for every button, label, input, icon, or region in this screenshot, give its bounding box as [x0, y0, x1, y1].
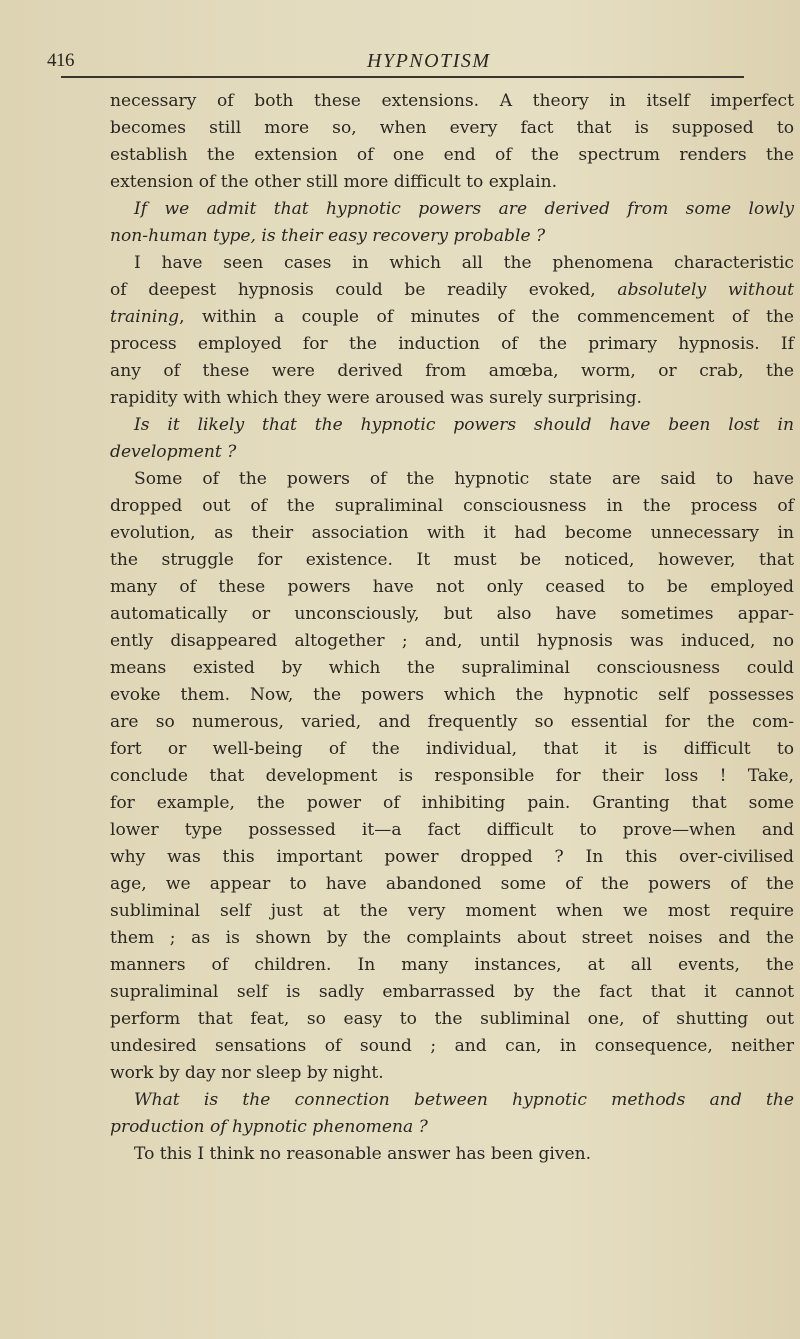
text-line: them ; as is shown by the complaints about street noises and the [110, 928, 794, 948]
text-line: means existed by which the supraliminal consciousness could [110, 658, 794, 678]
text-line: extension of the other still more difficult to explain. [110, 172, 558, 192]
text-line: perform that feat, so easy to the subliminal one, of shutting out [110, 1009, 794, 1029]
page-header [47, 50, 747, 76]
text-line: evoke them. Now, the powers which the hypnotic self possesses [110, 685, 794, 705]
text-line: fort or well-being of the individual, that it is difficult to [110, 739, 794, 759]
text-line: To this I think no reasonable answer has been given. [134, 1144, 592, 1164]
text-line: any of these were derived from amœba, worm, or crab, the [110, 361, 794, 381]
text-line: establish the extension of one end of the spectrum renders the [110, 145, 794, 165]
body-text [110, 88, 794, 1168]
text-line: non-human type, is their easy recovery probable ? [110, 226, 546, 246]
text-line: manners of children. In many instances, at all events, the [110, 955, 794, 975]
text-line: automatically or unconsciously, but also have sometimes appar- [110, 604, 794, 624]
text-line: Is it likely that the hypnotic powers should have been lost in [134, 415, 794, 435]
text-segment: , within a couple of minutes of the commencement of the [179, 307, 794, 327]
text-line: are so numerous, varied, and frequently so essential for the com- [110, 712, 794, 732]
text-line: supraliminal self is sadly embarrassed by the fact that it cannot [110, 982, 794, 1002]
text-line: why was this important power dropped ? In this over-civilised [110, 847, 794, 867]
text-line: development ? [110, 442, 237, 462]
text-line: for example, the power of inhibiting pain. Granting that some [110, 793, 794, 813]
text-line: dropped out of the supraliminal consciousness in the process of [110, 496, 794, 516]
text-line: subliminal self just at the very moment when we most require [110, 901, 794, 921]
text-segment: of deepest hypnosis could be readily evoked, [110, 280, 618, 300]
text-line: conclude that development is responsible for their loss ! Take, [110, 766, 794, 786]
text-line: becomes still more so, when every fact that is supposed to [110, 118, 794, 138]
text-line: evolution, as their association with it had become unnecessary in [110, 523, 794, 543]
text-line: process employed for the induction of the primary hypnosis. If [110, 334, 794, 354]
text-line: the struggle for existence. It must be noticed, however, that [110, 550, 794, 570]
text-line: age, we appear to have abandoned some of the powers of the [110, 874, 794, 894]
italic-segment: absolutely without [617, 280, 794, 300]
text-line: What is the connection between hypnotic methods and the [134, 1090, 794, 1110]
header-rule [61, 76, 744, 78]
text-line: production of hypnotic phenomena ? [110, 1117, 428, 1137]
text-line: work by day nor sleep by night. [110, 1063, 384, 1083]
italic-segment: training [110, 307, 180, 327]
text-line: If we admit that hypnotic powers are derived from some lowly [134, 199, 794, 219]
text-line: many of these powers have not only ceased to be employed [110, 577, 794, 597]
page-number: 416 [47, 50, 74, 71]
text-line: undesired sensations of sound ; and can, in consequence, neither [110, 1036, 794, 1056]
text-line [110, 304, 794, 331]
text-line: rapidity with which they were aroused was surely surprising. [110, 388, 642, 408]
text-line: Some of the powers of the hypnotic state are said to have [134, 469, 794, 489]
text-line: necessary of both these extensions. A theory in itself imperfect [110, 91, 794, 111]
text-line: lower type possessed it—a fact difficult to prove—when and [110, 820, 794, 840]
text-line: I have seen cases in which all the phenomena characteristic [134, 253, 794, 273]
running-head: HYPNOTISM [367, 50, 491, 72]
text-line: ently disappeared altogether ; and, until hypnosis was induced, no [110, 631, 794, 651]
text-line [110, 277, 794, 304]
